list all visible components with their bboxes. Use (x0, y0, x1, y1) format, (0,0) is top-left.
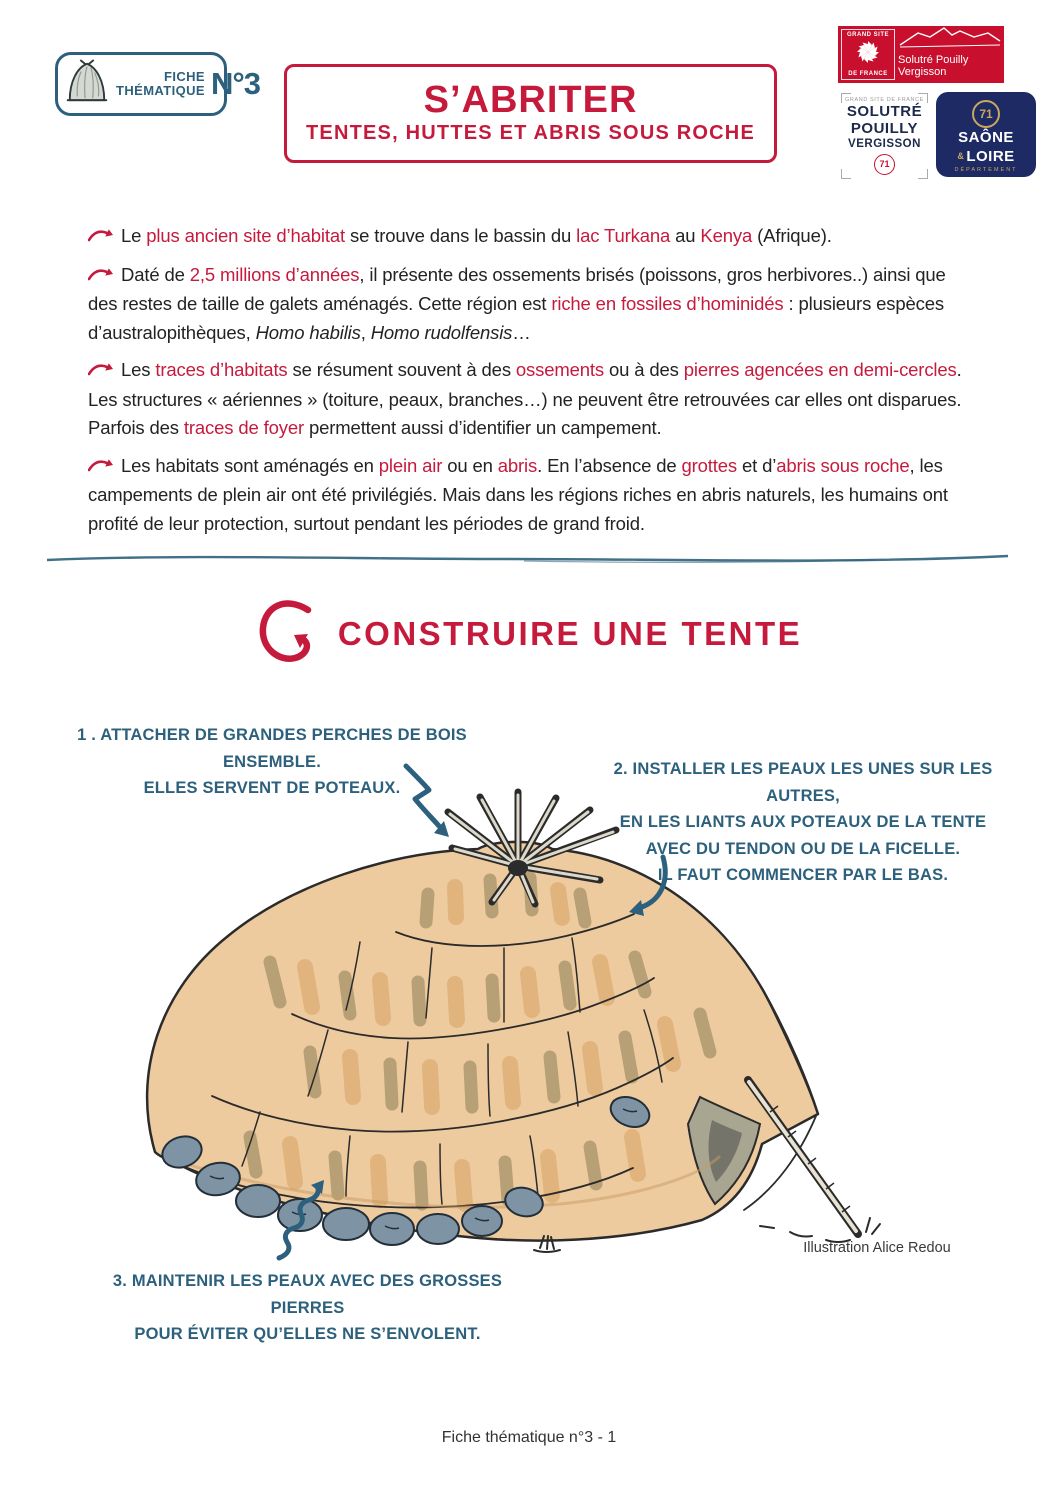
text-segment: ou en (442, 454, 498, 476)
paragraph-text (88, 359, 962, 438)
fiche-badge (55, 52, 261, 116)
departement-ampersand: & (957, 151, 965, 161)
annotation-line: EN LES LIANTS AUX POTEAUX DE LA TENTE (619, 813, 987, 831)
paragraph-text (88, 455, 948, 534)
hand-divider (44, 551, 1014, 572)
badge-label-line1: FICHE (163, 69, 205, 84)
text-segment: , il présente des ossements brisés (poissons, gros herbivores..) ainsi que des restes de taille de galets aménagés. Cette région est (88, 263, 946, 314)
text-segment: … (512, 321, 531, 343)
corner-bracket (918, 169, 928, 179)
badge-label-line2: THÉMATIQUE (116, 83, 205, 98)
annotation-line: ELLES SERVENT DE POTEAUX. (143, 779, 401, 797)
text-segment: traces de foyer (183, 417, 305, 438)
text-segment: Les habitats sont aménagés en (121, 454, 379, 476)
text-segment: , (360, 321, 371, 343)
badge-label (116, 70, 205, 98)
annotation-line: 2. INSTALLER LES PEAUX LES UNES SUR LES AUTRES, (613, 760, 993, 805)
hut-icon (64, 58, 110, 111)
text-segment: se trouve dans le bassin du (345, 225, 577, 246)
card-line1: SOLUTRÉ (846, 103, 923, 120)
text-segment: au (670, 225, 701, 246)
paragraph-text (88, 264, 946, 343)
departement-71-emblem: 71 (972, 100, 1000, 128)
intro-paragraph (88, 356, 978, 443)
annotation-line: IL FAUT COMMENCER PAR LE BAS. (657, 866, 949, 884)
corner-bracket (918, 93, 928, 103)
annotation-line: 1 . ATTACHER DE GRANDES PERCHES DE BOIS ENSEMBLE. (77, 726, 467, 771)
tent-body (147, 842, 818, 1241)
page-subtitle: TENTES, HUTTES ET ABRIS SOUS ROCHE (306, 122, 755, 144)
departement-name-line2 (936, 148, 1036, 165)
text-segment: (Afrique). (752, 225, 832, 246)
page-footer: Fiche thématique n°3 - 1 (441, 1429, 617, 1446)
mountain-outline-icon (898, 23, 1002, 54)
card-71-roundel: 71 (874, 154, 895, 175)
text-segment: se résument souvent à des (287, 359, 516, 380)
annotation-line: POUR ÉVITER QU’ELLES NE S’ENVOLENT. (134, 1325, 481, 1343)
text-segment: plus ancien site d’habitat (146, 225, 345, 246)
intro-paragraph (88, 222, 978, 252)
section-header (0, 598, 1058, 669)
curl-icon (256, 598, 318, 669)
annotation-line: AVEC DU TENDON OU DE LA FICELLE. (645, 839, 961, 858)
text-segment: Daté de (121, 263, 190, 285)
banner-top-label: GRAND SITE (846, 32, 889, 38)
text-segment: abris sous roche (776, 454, 910, 476)
text-segment: , les campements de plein air ont été privilégiés. Mais dans les régions riches en abris naturels, les humains ont profité de leur protection, surtout pendant les périodes de grand froid. (88, 454, 948, 534)
banner-bottom-label: DE FRANCE (848, 71, 888, 77)
banner-site-label: Solutré Pouilly Vergisson (898, 54, 969, 78)
text-segment: ou à des (604, 359, 684, 380)
card-header-label: GRAND SITE DE FRANCE (845, 97, 924, 103)
departement-name-line1: SAÔNE (958, 129, 1014, 146)
title-box (284, 64, 777, 163)
text-segment: permettent aussi d’identifier un campement. (304, 417, 662, 438)
arrow-bullet-icon (88, 453, 114, 482)
text-segment: riche en fossiles d’hominidés (551, 293, 784, 314)
departement-loire: LOIRE (966, 148, 1015, 165)
text-segment: 2,5 millions d’années (189, 263, 360, 285)
page-title: S’ABRITER (423, 79, 638, 121)
text-segment: lac Turkana (576, 225, 671, 246)
banner-left-block (841, 29, 895, 80)
pinwheel-icon (855, 39, 881, 70)
text-segment: et d’ (736, 454, 777, 476)
arrow-bullet-icon (88, 357, 114, 386)
text-segment: grottes (681, 454, 737, 476)
text-segment: ossements (515, 359, 605, 380)
text-segment: . Les structures « aériennes » (toiture, peaux, branches…) ne peuvent être retrouvées car elles ont disparues. Parfois des (88, 359, 962, 438)
badge-number: N°3 (210, 66, 261, 101)
arrow-bullet-icon (88, 262, 114, 291)
arrow-bullet-icon (88, 223, 114, 252)
text-segment: : plusieurs espèces d’australopithèques, (88, 293, 945, 343)
corner-bracket (841, 93, 851, 103)
text-segment: Le (121, 225, 147, 246)
departement-subtitle: DÉPARTEMENT (954, 167, 1018, 173)
logo-departement (936, 92, 1036, 177)
logo-grand-site-card (838, 90, 931, 182)
card-line3: VERGISSON (848, 138, 921, 150)
text-segment: . En l’absence de (537, 454, 682, 476)
illustration-credit: Illustration Alice Redou (803, 1240, 951, 1256)
text-segment: Kenya (700, 225, 753, 246)
banner-right-block (898, 26, 1004, 83)
step2-annotation (603, 756, 1003, 889)
text-segment: abris (497, 454, 538, 476)
text-segment: pierres agencées en demi-cercles (683, 359, 957, 380)
section-title: CONSTRUIRE UNE TENTE (337, 614, 803, 652)
step1-annotation (70, 722, 474, 802)
text-segment: Homo rudolfensis (370, 321, 513, 343)
intro-section (88, 222, 978, 547)
card-line2: POUILLY (850, 120, 919, 137)
corner-bracket (841, 169, 851, 179)
text-segment: plein air (378, 454, 443, 476)
text-segment: Homo habilis (255, 321, 361, 343)
intro-paragraph (88, 261, 978, 348)
text-segment: traces d’habitats (155, 359, 288, 380)
step3-annotation (100, 1268, 515, 1348)
paragraph-text (121, 225, 832, 246)
logo-grand-site-banner (838, 26, 1004, 83)
annotation-line: 3. MAINTENIR LES PEAUX AVEC DES GROSSES PIERRES (112, 1272, 503, 1317)
text-segment: Les (121, 359, 156, 380)
intro-paragraph (88, 452, 978, 539)
